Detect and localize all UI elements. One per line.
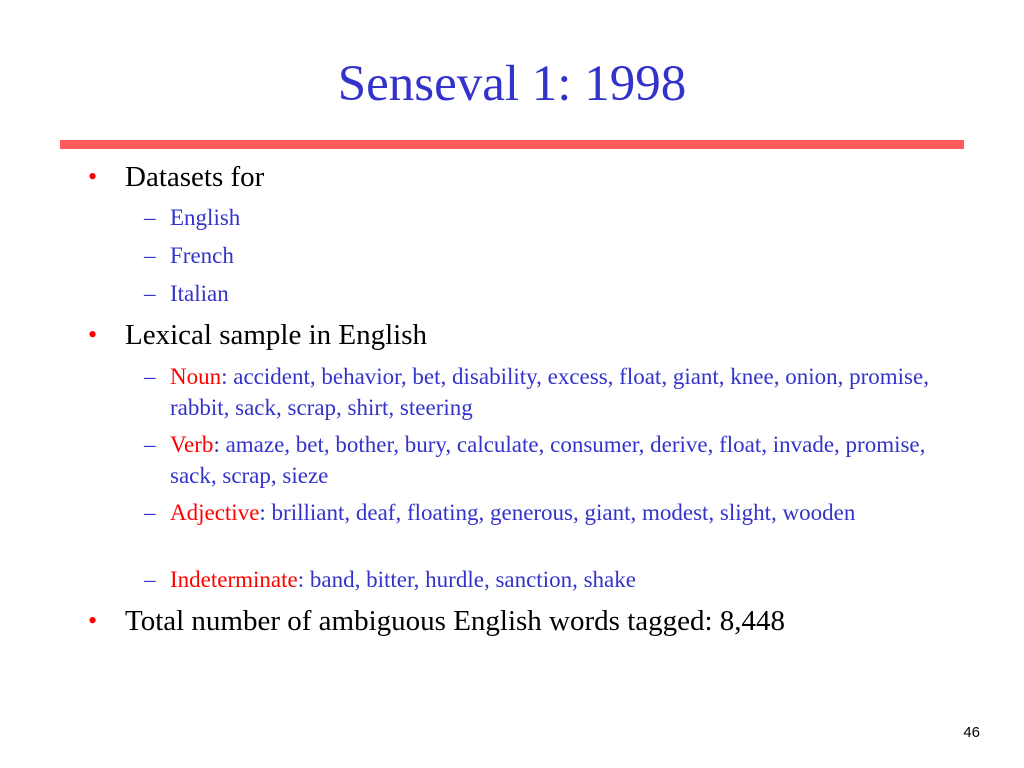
dash-icon: – <box>144 243 156 268</box>
bullet-text: Lexical sample in English <box>125 319 428 351</box>
bullet-dot-icon: • <box>88 606 98 635</box>
bullet-dot-icon: • <box>88 320 98 349</box>
dash-icon: – <box>144 281 156 306</box>
sub-item-text <box>170 497 940 528</box>
sub-item-text <box>170 429 940 491</box>
part-of-speech-label: Noun <box>170 364 222 389</box>
dash-icon: – <box>144 364 156 389</box>
dash-icon: – <box>144 432 156 457</box>
slide-title: Senseval 1: 1998 <box>337 56 687 112</box>
dash-icon: – <box>144 500 156 525</box>
bullet-text: Total number of ambiguous English words tagged: 8,448 <box>125 605 786 637</box>
sub-item-text: Italian <box>170 281 229 306</box>
part-of-speech-label: Adjective <box>170 500 260 525</box>
sub-item-text <box>170 361 940 423</box>
word-list: : band, bitter, hurdle, sanction, shake <box>297 567 636 592</box>
sub-item-text: English <box>170 205 241 230</box>
page-number: 46 <box>963 724 980 741</box>
part-of-speech-label: Indeterminate <box>170 567 298 592</box>
bullet-text: Datasets for <box>125 161 265 193</box>
word-list: : accident, behavior, bet, disability, excess, float, giant, knee, onion, promise, rabbit, sack, scrap, shirt, steering <box>170 364 929 420</box>
dash-icon: – <box>144 567 156 592</box>
part-of-speech-label: Verb <box>170 432 214 457</box>
bullet-dot-icon: • <box>88 162 98 191</box>
sub-item-text <box>170 564 940 595</box>
sub-item-text: French <box>170 243 234 268</box>
dash-icon: – <box>144 205 156 230</box>
word-list: : amaze, bet, bother, bury, calculate, consumer, derive, float, invade, promise, sack, scrap, sieze <box>170 432 926 488</box>
word-list: : brilliant, deaf, floating, generous, giant, modest, slight, wooden <box>259 500 856 525</box>
